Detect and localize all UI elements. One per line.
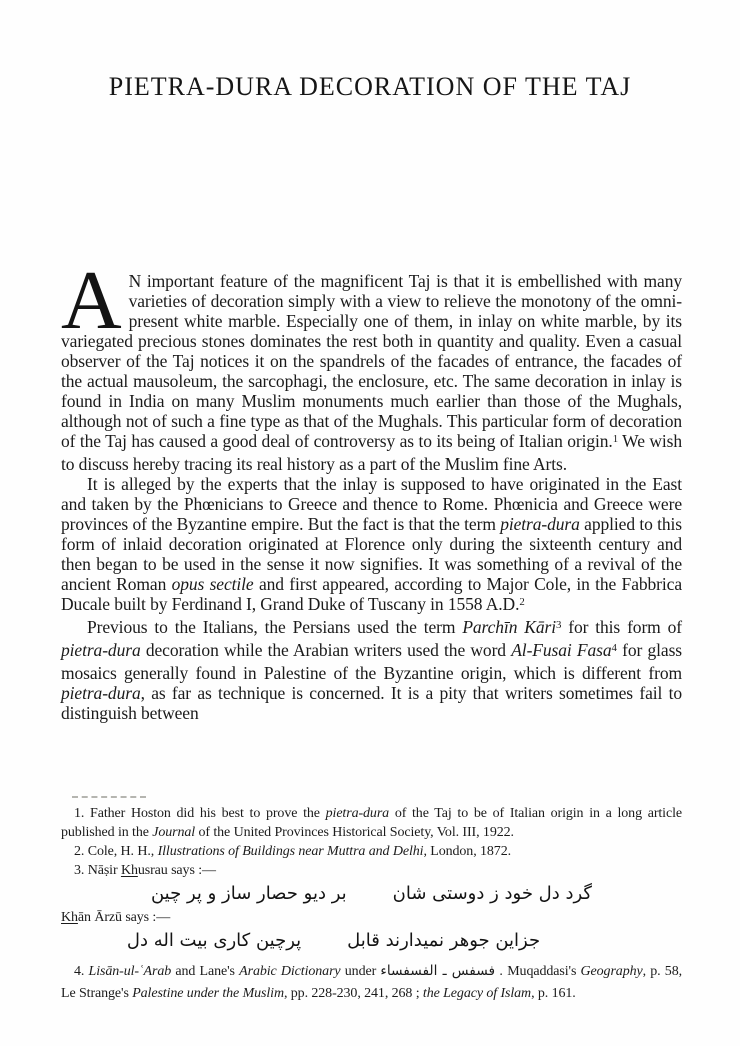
footnote-3: 3. Nāṣir Khusrau says :— bbox=[74, 863, 216, 878]
verse-2-hemistich-right: جزاین جوهر نمیدارند قابل bbox=[347, 930, 541, 951]
verse-2-hemistich-left: پرچین کاری بیت اله دل bbox=[126, 930, 302, 951]
paragraph-2: It is alleged by the experts that the inlay is supposed to have originated in the East and taken by the Phœnicians to Greece and thence to Rome. Phœnicia and Greece were provinces of the Byzantine empire. But the fact is that the term pietra-dura applied to this form of inlaid decoration originated at Florence only during the sixteenth century and then began to be used in the sense it now signifies. It was something of a revival of the ancient Roman opus sectile and first appeared, according to Major Cole, in the Fabbrica Ducale built by Ferdinand I, Grand Duke of Tuscany in 1558 A.D.$^2$ bbox=[61, 474, 682, 614]
verse-1-hemistich-left: بر دیو حصار ساز و پر چین bbox=[150, 883, 347, 904]
page-title: PIETRA-DURA DECORATION OF THE TAJ bbox=[108, 72, 632, 101]
verse-1-hemistich-right: گرد دل خود ز دوستی شان bbox=[392, 883, 593, 904]
persian-verse-2 bbox=[23, 927, 644, 955]
footnote-1: 1. Father Hoston did his best to prove the pietra-dura of the Taj to be of Italian origin in a long article published in the Journal of the United Provinces Historical Society, Vol. III, 1922. bbox=[61, 806, 682, 840]
persian-verse-1 bbox=[61, 880, 682, 908]
footnote-2: 2. Cole, H. H., Illustrations of Buildings near Muttra and Delhi, London, 1872. bbox=[74, 844, 511, 859]
footnotes-section bbox=[61, 804, 682, 1005]
footnote-4: 4. Lisān-ul-ʿArab and Lane's Arabic Dictionary under فسفس ـ الفسفساء . Muqaddasi's Geography, p. 58, Le Strange's Palestine under the Muslim, pp. 228-230, 241, 268 ; the Legacy of Islam, p. 161. bbox=[61, 963, 682, 1001]
footnote-separator-rule bbox=[72, 796, 146, 798]
paragraph-1 bbox=[61, 254, 683, 474]
drop-cap-letter: A bbox=[61, 254, 122, 347]
paragraph-3: Previous to the Italians, the Persians used the term Parchīn Kāri$^3$ for this form of pietra-dura decoration while the Arabian writers used the word Al-Fusai Fasa$^4$ for glass mosaics generally found in Palestine of the Byzantine origin, which is different from pietra-dura, as far as technique is concerned. It is a pity that writers sometimes fail to distinguish between bbox=[61, 617, 682, 723]
footnote-3-continuation: Khān Ārzū says :— bbox=[61, 910, 171, 925]
article-body bbox=[61, 254, 683, 723]
paragraph-1-text: N important feature of the magnificent Taj is that it is embellished with many varieties of decoration simply with a view to relieve the monotony of the omni-present white marble. Especially one of them, in inlay on white marble, by its variegated precious stones dominates the rest both in quantity and quality. Even a casual observer of the Taj notices it on the spandrels of the facades of entrance, the facades of the actual mausoleum, the sarcophagi, the enclosure, etc. The same decoration in inlay is found in India on many Muslim monuments much earlier than those of the Mughals, although not of such a fine type as that of the Mughals. This particular form of decoration of the Taj has caused a good deal of controversy as to its being of Italian origin.$^1$ We wish to discuss hereby tracing its real history as a part of the Muslim fine Arts. bbox=[61, 271, 683, 474]
